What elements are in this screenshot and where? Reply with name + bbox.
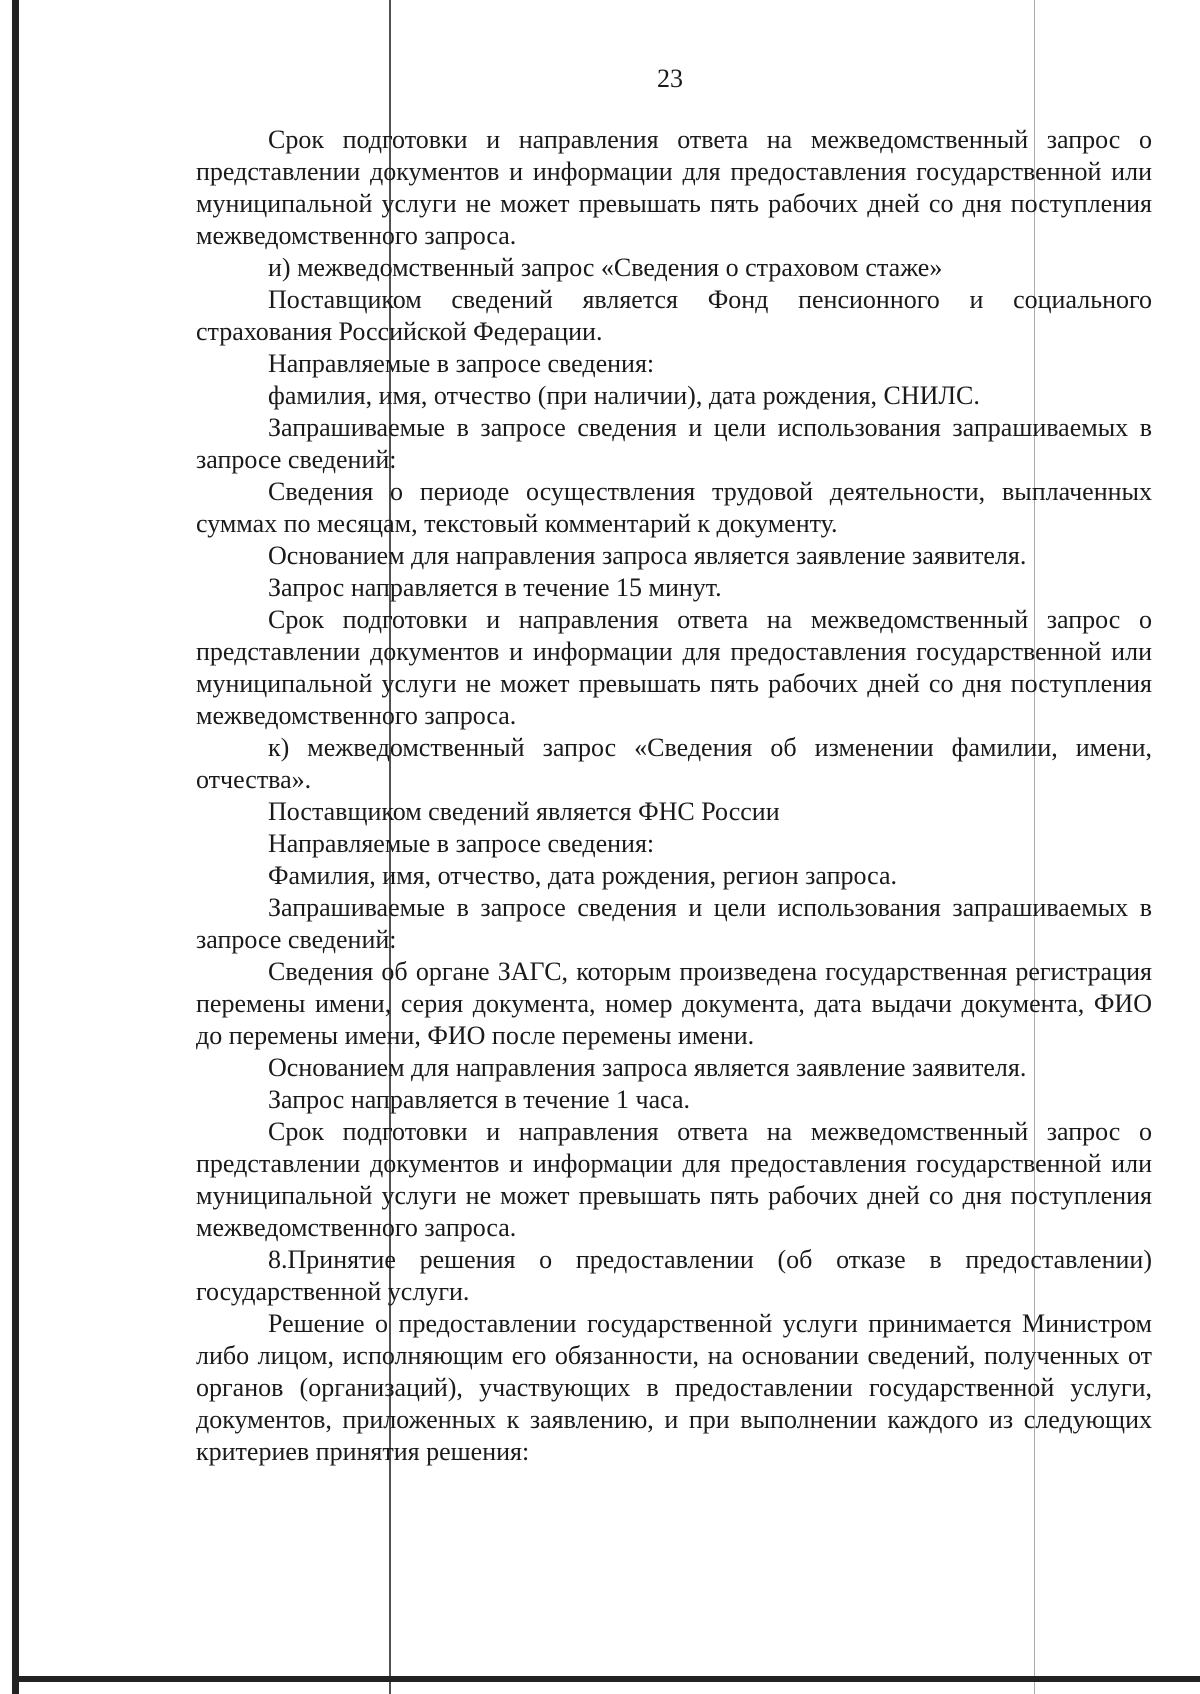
page-number: 23 [657, 64, 683, 93]
paragraph: Запрашиваемые в запросе сведения и цели использования запрашиваемых в запросе сведений: [196, 893, 1152, 954]
paragraph: к) межведомственный запрос «Сведения об изменении фамилии, имени, отчества». [196, 733, 1152, 794]
paragraph: Сведения о периоде осуществления трудовой деятельности, выплаченных суммах по месяцам, текстовый комментарий к документу. [196, 477, 1152, 538]
paragraph: Сведения об органе ЗАГС, которым произведена государственная регистрация перемены имени, серия документа, номер документа, дата выдачи документа, ФИО до перемены имени, ФИО после перемены имени. [196, 957, 1152, 1050]
paragraph: Срок подготовки и направления ответа на межведомственный запрос о представлении документов и информации для предоставления государственной или муниципальной услуги не может превышать пять рабочих дней со дня поступления межведомственного запроса. [196, 1117, 1152, 1242]
paragraph: Срок подготовки и направления ответа на межведомственный запрос о представлении документов и информации для предоставления государственной или муниципальной услуги не может превышать пять рабочих дней со дня поступления межведомственного запроса. [196, 125, 1152, 250]
paragraph: и) межведомственный запрос «Сведения о страховом стаже» [268, 253, 943, 282]
paragraph: Решение о предоставлении государственной услуги принимается Министром либо лицом, исполняющим его обязанности, на основании сведений, полученных от органов (организаций), участвующих в предоставлении государственной услуги, документов, приложенных к заявлению, и при выполнении каждого из следующих критериев принятия решения: [196, 1309, 1152, 1466]
paragraph: Поставщиком сведений является Фонд пенсионного и социального страхования Российской Федерации. [196, 285, 1152, 346]
paragraph: Срок подготовки и направления ответа на межведомственный запрос о представлении документов и информации для предоставления государственной или муниципальной услуги не может превышать пять рабочих дней со дня поступления межведомственного запроса. [196, 605, 1152, 730]
paragraph: Запрос направляется в течение 15 минут. [268, 573, 722, 602]
scan-edge-bottom [12, 1676, 1200, 1682]
paragraph: Направляемые в запросе сведения: [268, 349, 655, 378]
scan-edge-left [12, 0, 19, 1694]
paragraph: Поставщиком сведений является ФНС России [268, 797, 780, 826]
paragraph: Направляемые в запросе сведения: [268, 829, 655, 858]
paragraph: Основанием для направления запроса является заявление заявителя. [268, 541, 1027, 570]
document-body [196, 124, 1152, 1468]
paragraph: фамилия, имя, отчество (при наличии), дата рождения, СНИЛС. [268, 381, 980, 410]
paragraph: Фамилия, имя, отчество, дата рождения, регион запроса. [268, 861, 898, 890]
paragraph: Запрос направляется в течение 1 часа. [268, 1085, 691, 1114]
paragraph: Запрашиваемые в запросе сведения и цели использования запрашиваемых в запросе сведений: [196, 413, 1152, 474]
paragraph: 8.Принятие решения о предоставлении (об отказе в предоставлении) государственной услуги. [196, 1245, 1152, 1306]
paragraph: Основанием для направления запроса является заявление заявителя. [268, 1053, 1027, 1082]
